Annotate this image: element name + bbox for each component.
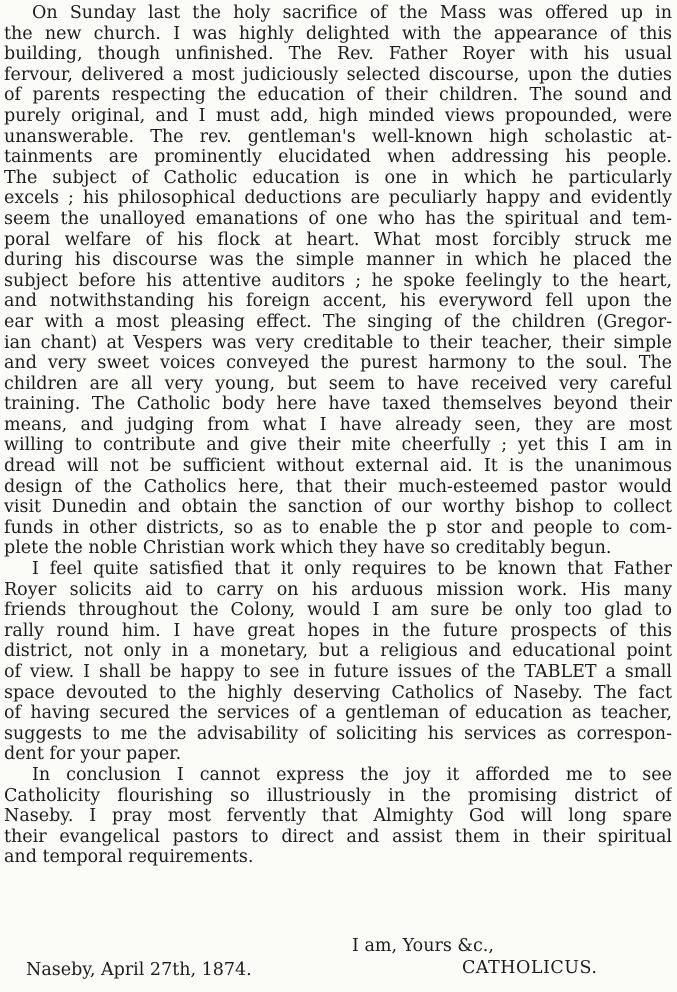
text-line: subject before his attentive auditors ; he spoke feelingly to the heart, [4,270,672,291]
text-line: dread will not be sufficient without external aid. It is the unanimous [4,456,672,477]
text-line: unanswerable. The rev. gentleman's well-known high scholastic at- [4,126,672,147]
text-line: of having secured the services of a gentleman of education as teacher, [4,703,672,724]
text-line: Royer solicits aid to carry on his arduous mission work. His many [4,579,672,600]
text-line: poral welfare of his flock at heart. What most forcibly struck me [4,229,672,250]
text-line: plete the noble Christian work which they have so creditably begun. [4,538,612,559]
text-line: ear with a most pleasing effect. The singing of the children (Gregor- [4,311,672,332]
text-line: The subject of Catholic education is one in which he particularly [4,167,672,188]
text-line: suggests to me the advisability of soliciting his services as correspon- [4,723,672,744]
text-line: space devouted to the highly deserving Catholics of Naseby. The fact [4,682,672,703]
text-line: design of the Catholics here, that their much-esteemed pastor would [4,476,672,497]
text-line: of view. I shall be happy to see in future issues of the TABLET a small [4,662,672,682]
text-line: dent for your paper. [4,744,182,765]
text-line: Naseby. I pray most fervently that Almighty God will long spare [4,806,672,827]
closing-line: I am, Yours &c., [352,936,494,956]
signature: CATHOLICUS. [462,958,598,978]
text-line: building, though unfinished. The Rev. Father Royer with his usual [4,44,672,65]
text-line: tainments are prominently elucidated when addressing his people. [4,147,672,168]
paragraph [4,559,672,765]
text-line: means, and judging from what I have already seen, they are most [4,414,672,435]
paragraph [4,3,672,559]
text-line: their evangelical pastors to direct and assist them in their spiritual [4,826,672,847]
text-line: Catholicity flourishing so illustriously in the promising district of [4,785,672,806]
text-line: children are all very young, but seem to have received very careful [4,373,672,394]
text-line: excels ; his philosophical deductions are peculiarly happy and evidently [4,188,672,209]
text-line: the new church. I was highly delighted with the appearance of this [4,23,672,44]
text-line: funds in other districts, so as to enable the p stor and people to com- [4,517,672,538]
text-line: On Sunday last the holy sacrifice of the Mass was offered up in [32,3,672,23]
text-line: ian chant) at Vespers was very creditable to their teacher, their simple [4,332,672,353]
dateline: Naseby, April 27th, 1874. [26,960,252,980]
text-line: of parents respecting the education of their children. The sound and [4,85,672,106]
signoff-block [352,935,672,979]
text-line: and notwithstanding his foreign accent, his everyword fell upon the [4,291,672,312]
letter-body [4,3,672,868]
text-line: willing to contribute and give their mite cheerfully ; yet this I am in [4,435,672,456]
text-line: friends throughout the Colony, would I am sure be only too glad to [4,600,672,621]
text-line: and temporal requirements. [4,847,254,868]
paragraph [4,765,672,868]
text-line: training. The Catholic body here have taxed themselves beyond their [4,394,672,415]
text-line: rally round him. I have great hopes in the future prospects of this [4,620,672,641]
text-line: district, not only in a monetary, but a religious and educational point [4,641,672,662]
text-line: visit Dunedin and obtain the sanction of our worthy bishop to collect [4,497,672,518]
text-line: purely original, and I must add, high minded views propounded, were [4,105,672,126]
text-line: and very sweet voices conveyed the purest harmony to the soul. The [4,353,672,374]
text-line: I feel quite satisfied that it only requires to be known that Father [32,559,672,580]
text-line: during his discourse was the simple manner in which he placed the [4,250,672,271]
text-line: seem the unalloyed emanations of one who has the spiritual and tem- [4,208,672,229]
text-line: fervour, delivered a most judiciously selected discourse, upon the duties [4,64,672,85]
text-line: In conclusion I cannot express the joy it afforded me to see [32,764,672,785]
